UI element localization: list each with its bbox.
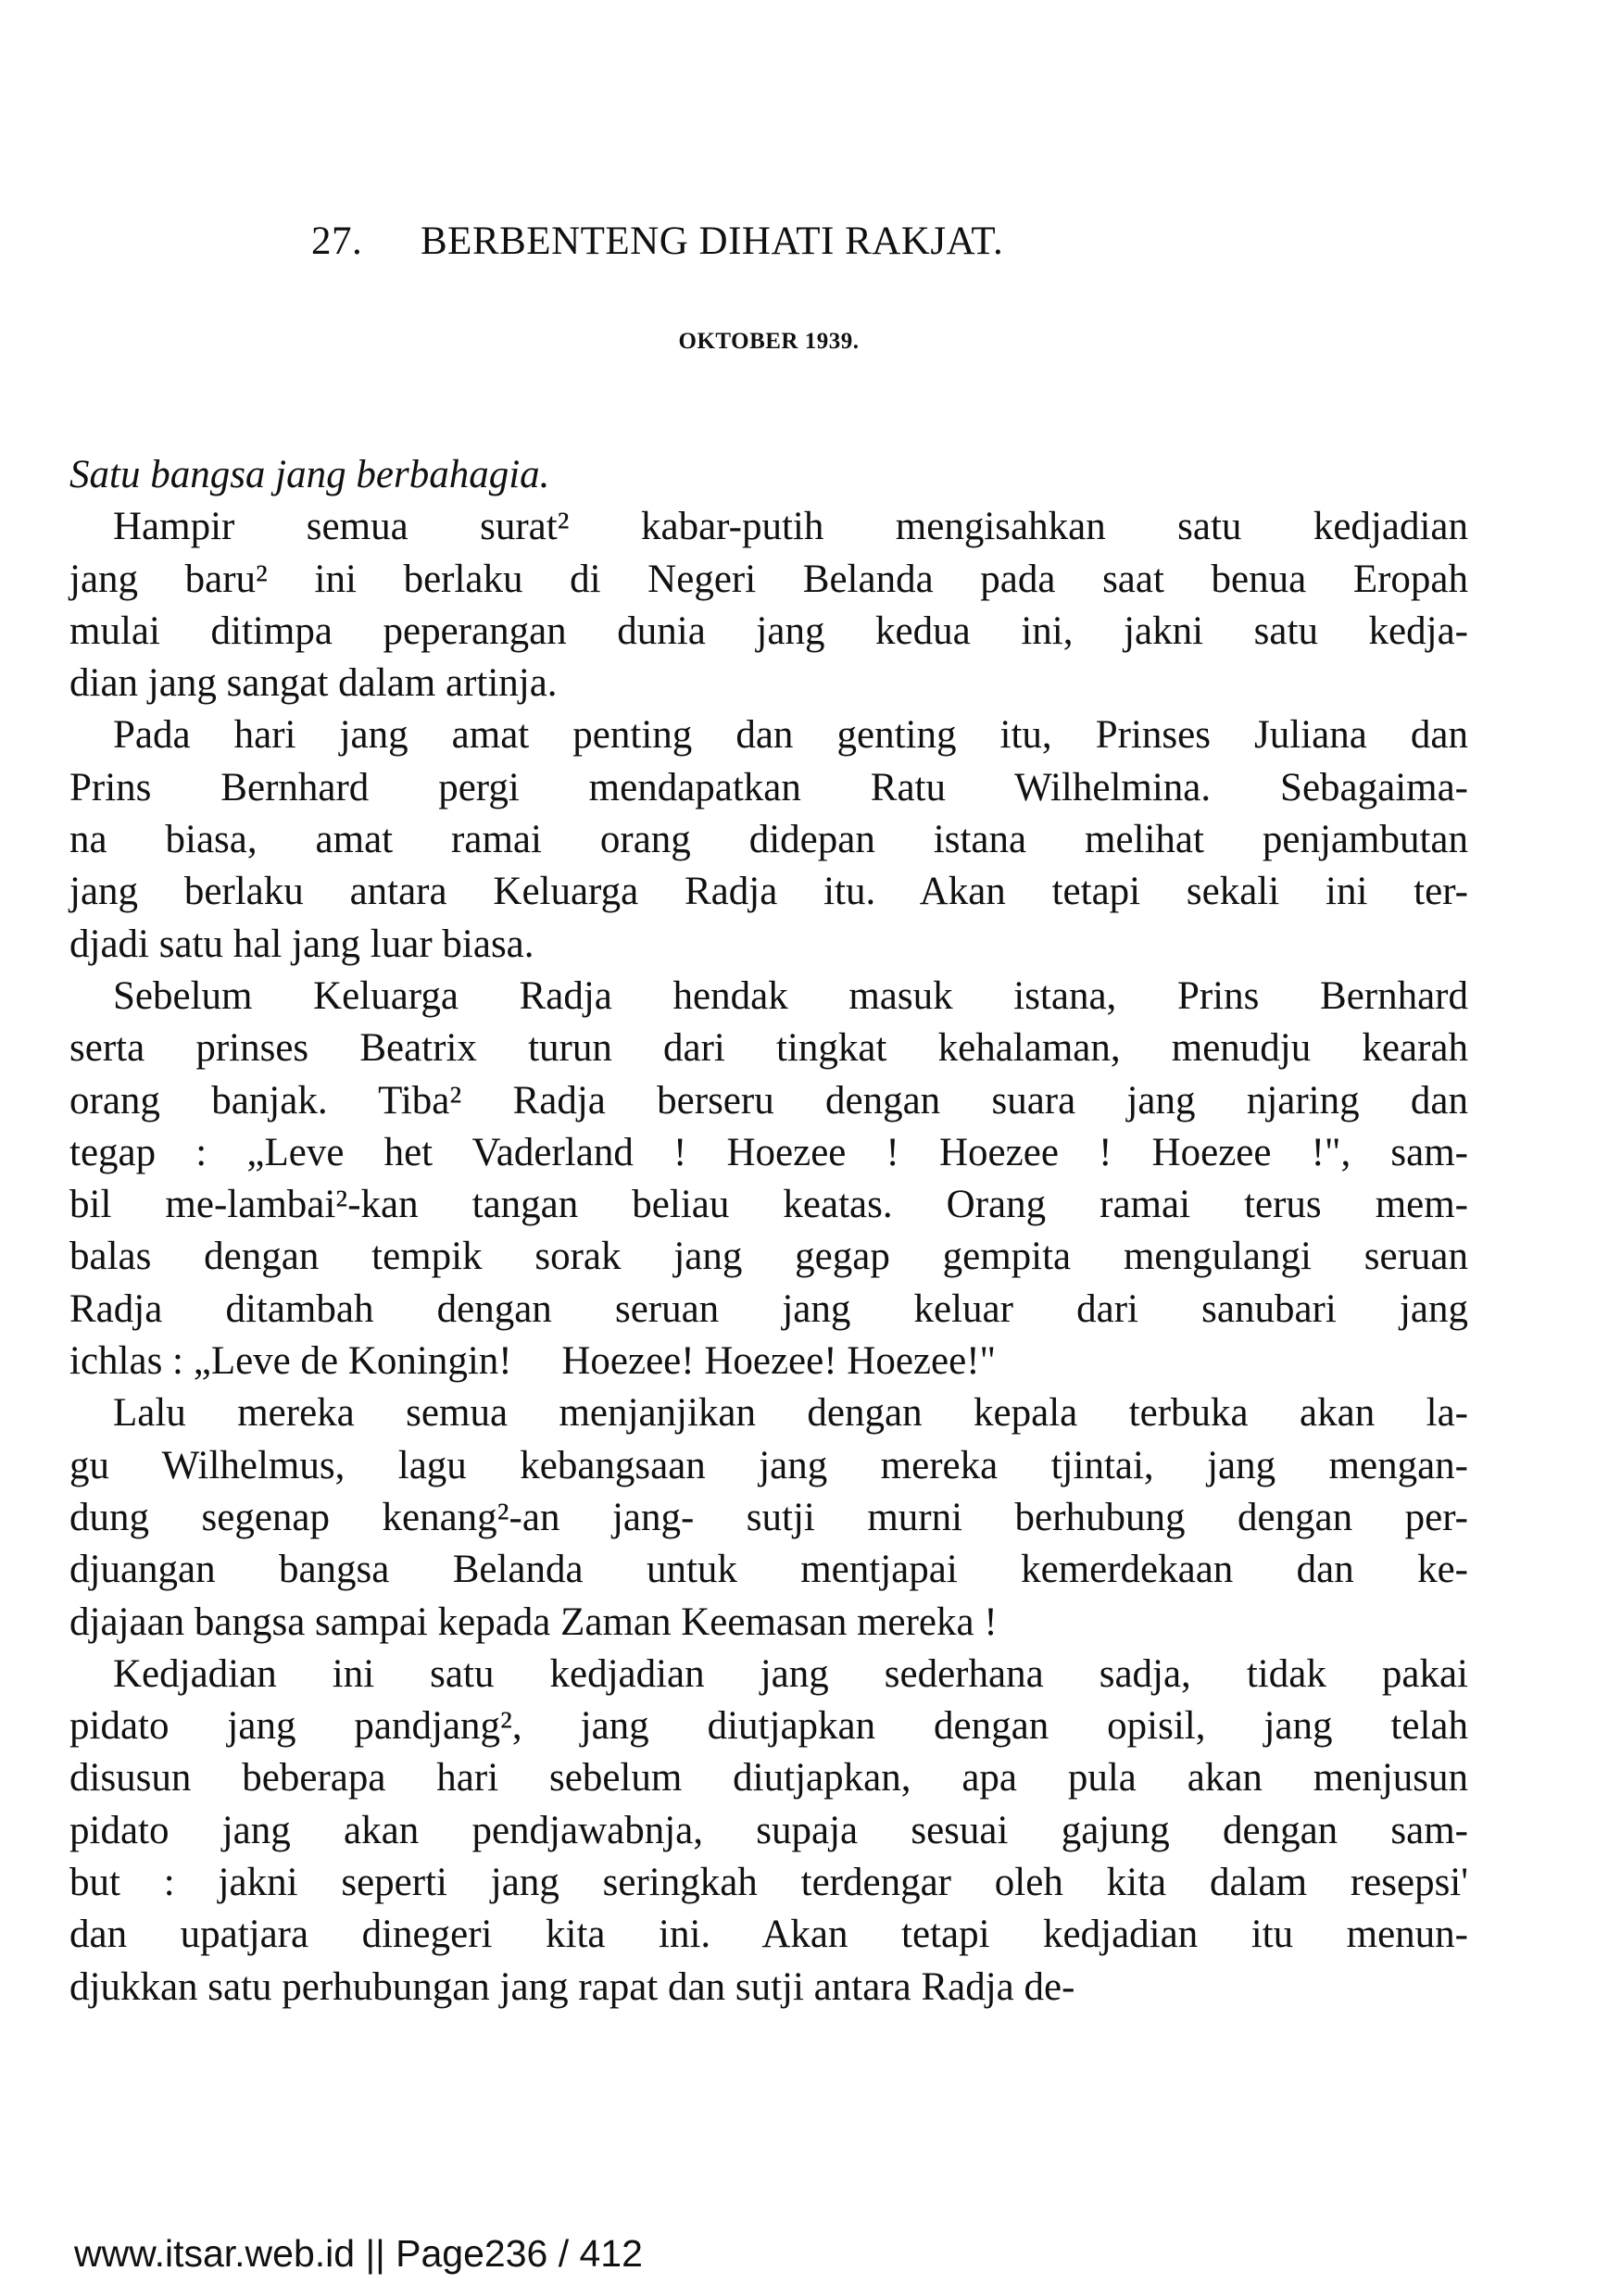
chapter-date: OKTOBER 1939. — [678, 329, 860, 354]
paragraph — [69, 709, 1468, 970]
body-text — [69, 449, 1468, 2014]
text-line: Prins Bernhard pergi mendapatkan Ratu Wilhelmina. Sebagaima- — [69, 765, 1468, 809]
text-line: dung segenap kenang²-an jang- sutji murni berhubung dengan per- — [69, 1495, 1468, 1539]
paragraph — [69, 1649, 1468, 2014]
chapter-title: BERBENTENG DIHATI RAKJAT. — [421, 220, 1004, 263]
paragraph — [69, 1387, 1468, 1648]
text-line: djuangan bangsa Belanda untuk mentjapai kemerdekaan dan ke- — [69, 1548, 1468, 1592]
text-line: Hampir semua surat² kabar-putih mengisahkan satu kedjadian — [113, 505, 1468, 549]
text-line: Pada hari jang amat penting dan genting itu, Prinses Juliana dan — [113, 713, 1468, 758]
text-line: Sebelum Keluarga Radja hendak masuk istana, Prins Bernhard — [113, 973, 1468, 1018]
text-line: serta prinses Beatrix turun dari tingkat kehalaman, menudju kearah — [69, 1026, 1468, 1071]
text-line: djajaan bangsa sampai kepada Zaman Keemasan mereka ! — [69, 1600, 998, 1644]
paragraph — [69, 501, 1468, 709]
paragraph — [69, 971, 1468, 1387]
text-line: jang baru² ini berlaku di Negeri Belanda pada saat benua Eropah — [69, 557, 1468, 601]
text-line: orang banjak. Tiba² Radja berseru dengan suara jang njaring dan — [69, 1078, 1468, 1123]
text-line: tegap : „Leve het Vaderland ! Hoezee ! Hoezee ! Hoezee !", sam- — [69, 1130, 1468, 1174]
text-line: gu Wilhelmus, lagu kebangsaan jang mereka tjintai, jang mengan- — [69, 1443, 1468, 1487]
page-footer: www.itsar.web.id || Page236 / 412 — [74, 2232, 643, 2275]
text-line: jang berlaku antara Keluarga Radja itu. Akan tetapi sekali ini ter- — [69, 870, 1468, 914]
text-line: bil me-lambai²-kan tangan beliau keatas. Orang ramai terus mem- — [69, 1183, 1468, 1227]
text-line: ichlas : „Leve de Koningin! Hoezee! Hoezee! Hoezee!" — [69, 1339, 997, 1384]
text-line: balas dengan tempik sorak jang gegap gempita mengulangi seruan — [69, 1235, 1468, 1279]
text-line: dan upatjara dinegeri kita ini. Akan tetapi kedjadian itu menun- — [69, 1913, 1468, 1957]
text-line: pidato jang akan pendjawabnja, supaja sesuai gajung dengan sam- — [69, 1808, 1468, 1852]
text-line: dian jang sangat dalam artinja. — [69, 661, 558, 706]
text-line: mulai ditimpa peperangan dunia jang kedua ini, jakni satu kedja- — [69, 609, 1468, 653]
text-line: djukkan satu perhubungan jang rapat dan sutji antara Radja de- — [69, 1964, 1075, 2009]
text-line: na biasa, amat ramai orang didepan istana melihat penjambutan — [69, 818, 1468, 862]
text-line: but : jakni seperti jang seringkah terdengar oleh kita dalam resepsi' — [69, 1861, 1468, 1905]
text-line: Lalu mereka semua menjanjikan dengan kepala terbuka akan la- — [113, 1391, 1468, 1436]
text-line: djadi satu hal jang luar biasa. — [69, 922, 534, 966]
text-line: Radja ditambah dengan seruan jang keluar dari sanubari jang — [69, 1286, 1468, 1331]
chapter-heading — [311, 219, 1003, 264]
text-line: Kedjadian ini satu kedjadian jang sederhana sadja, tidak pakai — [113, 1651, 1468, 1696]
section-subtitle: Satu bangsa jang berbahagia. — [69, 453, 550, 496]
text-line: pidato jang pandjang², jang diutjapkan dengan opisil, jang telah — [69, 1704, 1468, 1749]
text-line: disusun beberapa hari sebelum diutjapkan, apa pula akan menjusun — [69, 1756, 1468, 1800]
chapter-number: 27. — [311, 220, 363, 263]
